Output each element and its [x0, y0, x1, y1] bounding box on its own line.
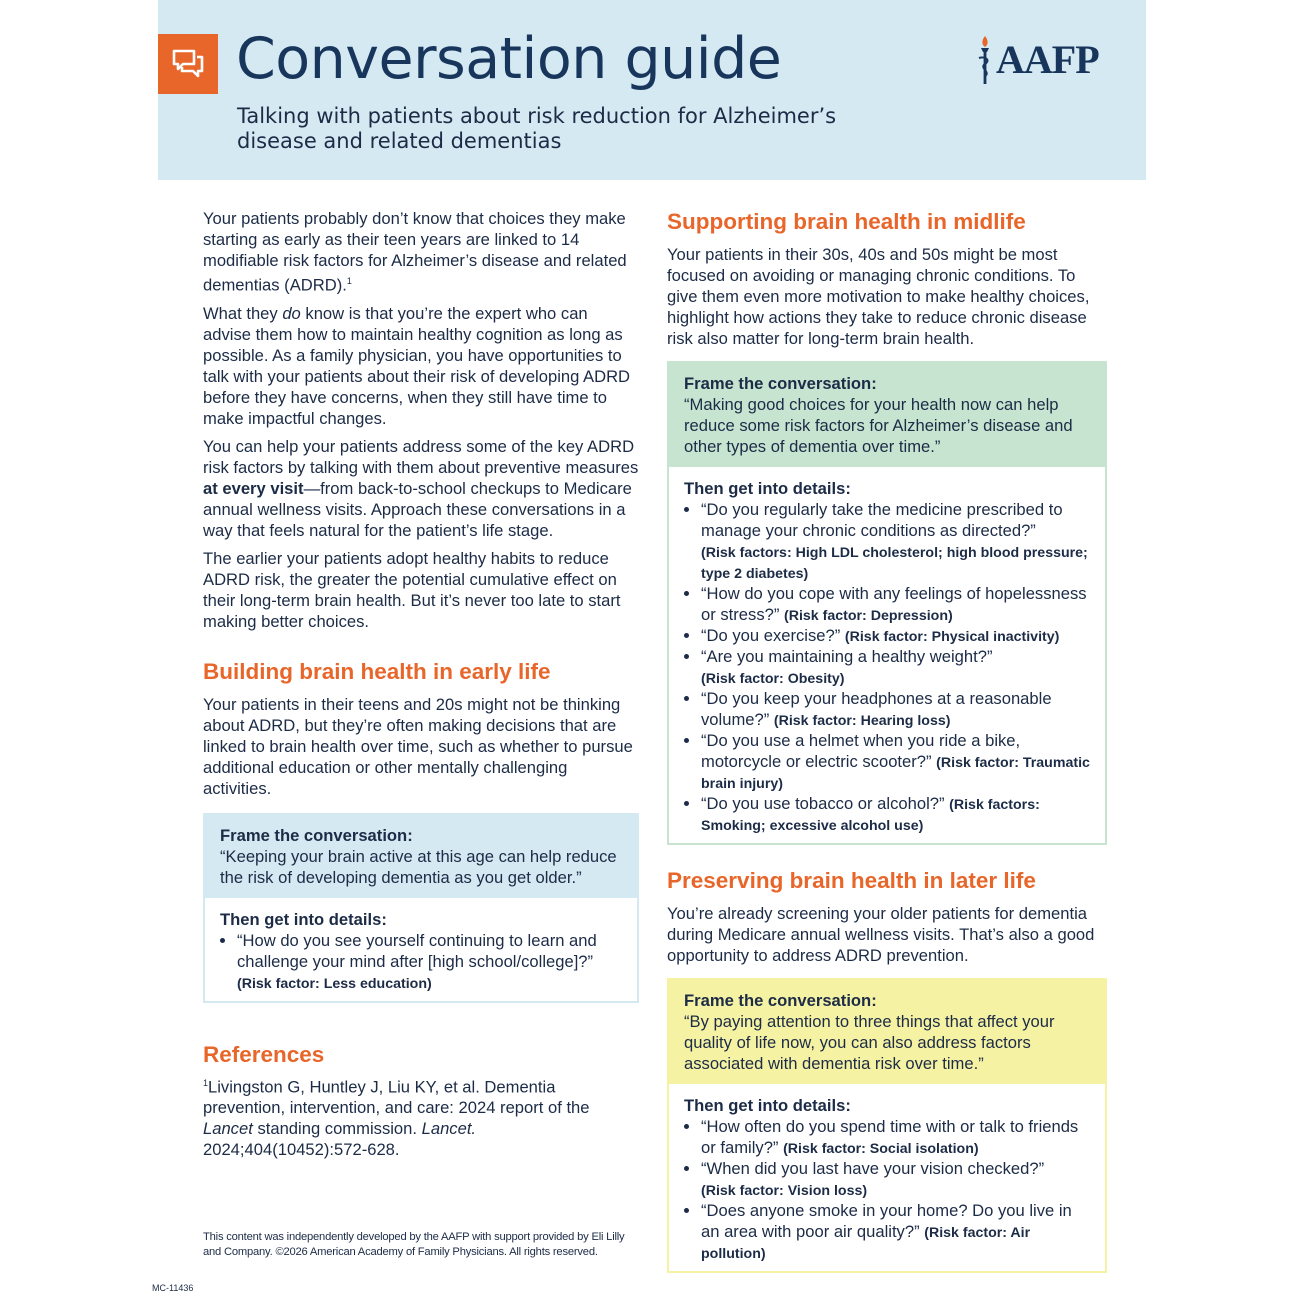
left-column [203, 208, 639, 1167]
risk-factor: (Risk factor: Less education) [237, 975, 432, 992]
frame-label: Frame the conversation: [684, 374, 877, 393]
risk-factor: (Risk factor: Obesity) [701, 671, 845, 687]
page-title: Conversation guide [236, 26, 782, 92]
list-item: • “Does anyone smoke in your home? Do you live in an area with poor air quality?” (Risk factor: Air pollution) [701, 1200, 1090, 1263]
midlife-text: Your patients in their 30s, 40s and 50s might be most focused on avoiding or managing chronic conditions. To give them even more motivation to make healthy choices, highlight how actions they take to reduce chronic disease risk also matter for long-term brain health. [667, 245, 1090, 348]
list-item: • “Do you regularly take the medicine prescribed to manage your chronic conditions as directed?” (Risk factors: High LDL cholesterol; high blood pressure; type 2 diabetes) [701, 499, 1090, 583]
details-list [220, 930, 622, 993]
details-label: Then get into details: [684, 479, 851, 498]
references-heading: References [203, 1041, 325, 1067]
frame-section [205, 815, 637, 898]
risk-factor: (Risk factor: Traumatic brain injury) [701, 755, 1090, 792]
list-item: • “How do you see yourself continuing to learn and challenge your mind after [high school/college]?” (Risk factor: Less education) [237, 930, 622, 993]
page-subtitle: Talking with patients about risk reduction for Alzheimer’s disease and related dementias [237, 104, 837, 153]
midlife-heading: Supporting brain health in midlife [667, 209, 1026, 234]
torch-icon [976, 34, 994, 88]
frame-label: Frame the conversation: [220, 825, 413, 845]
risk-factor: (Risk factors: High LDL cholesterol; high blood pressure; type 2 diabetes) [701, 545, 1088, 582]
later-life-conversation-box [667, 978, 1107, 1273]
details-section [669, 467, 1105, 843]
intro-paragraph-3: You can help your patients address some of the key ADRD risk factors by talking with them about preventive measures at every visit—from back-to-school checkups to Medicare annual wellness visits. Approach these conversations in a way that feels natural for the patient’s life stage. [203, 436, 639, 540]
details-section [205, 898, 637, 1001]
list-item: • “How often do you spend time with or talk to friends or family?” (Risk factor: Social isolation) [701, 1116, 1090, 1158]
risk-factor: (Risk factor: Physical inactivity) [844, 629, 1060, 645]
frame-quote: “Making good choices for your health now can help reduce some risk factors for Alzheimer’s disease and other types of dementia over time.” [684, 395, 1073, 456]
frame-label: Frame the conversation: [684, 991, 877, 1010]
frame-section [669, 363, 1105, 467]
list-item: • “Do you exercise?” (Risk factor: Physical inactivity) [701, 625, 1090, 646]
early-life-conversation-box [203, 813, 639, 1003]
risk-factor: (Risk factor: Hearing loss) [773, 713, 951, 729]
early-life-heading: Building brain health in early life [203, 658, 551, 684]
intro-paragraph-2: What they do know is that you’re the expert who can advise them how to maintain healthy cognition as long as possible. As a family physician, you have opportunities to talk with your patients about their risk of developing ADRD before they have concerns, when they still have time to make impactful changes. [203, 303, 631, 428]
details-list [684, 499, 1090, 835]
logo-text: AAFP [996, 37, 1099, 82]
later-life-text: You’re already screening your older patients for dementia during Medicare annual wellness visits. That’s also a good opportunity to address ADRD prevention. [667, 904, 1095, 965]
frame-section [669, 980, 1105, 1084]
midlife-conversation-box [667, 361, 1107, 845]
details-label: Then get into details: [220, 909, 387, 929]
risk-factor: (Risk factors: Smoking; excessive alcohol use) [701, 797, 1040, 834]
frame-quote: “By paying attention to three things that affect your quality of life now, you can also address factors associated with dementia risk over time.” [684, 1012, 1055, 1073]
details-section [669, 1084, 1105, 1271]
intro-paragraph-1: Your patients probably don’t know that choices they make starting as early as their teen years are linked to 14 modifiable risk factors for Alzheimer’s disease and related dementias (ADRD).$^1$ [203, 209, 627, 295]
list-item: • “When did you last have your vision checked?” (Risk factor: Vision loss) [701, 1158, 1090, 1200]
list-item: • “Do you keep your headphones at a reasonable volume?” (Risk factor: Hearing loss) [701, 688, 1090, 730]
list-item: • “Do you use tobacco or alcohol?” (Risk factors: Smoking; excessive alcohol use) [701, 793, 1090, 835]
right-column [667, 208, 1107, 1273]
list-item: • “Do you use a helmet when you ride a bike, motorcycle or electric scooter?” (Risk factor: Traumatic brain injury) [701, 730, 1090, 793]
header-banner [158, 0, 1146, 180]
frame-quote: “Keeping your brain active at this age can help reduce the risk of developing dementia as you get older.” [220, 846, 617, 887]
aafp-logo [976, 32, 1106, 86]
sponsor-footnote: This content was independently developed by the AAFP with support provided by Eli Lilly and Company. ©2026 American Academy of Family Physicians. All rights reserved. [203, 1231, 625, 1258]
details-label: Then get into details: [684, 1096, 851, 1115]
later-life-heading: Preserving brain health in later life [667, 868, 1036, 893]
list-item: • “How do you cope with any feelings of hopelessness or stress?” (Risk factor: Depression) [701, 583, 1090, 625]
details-list [684, 1116, 1090, 1263]
intro-paragraph-4: The earlier your patients adopt healthy habits to reduce ADRD risk, the greater the potential cumulative effect on their long-term brain health. But it’s never too late to start making better choices. [203, 548, 621, 631]
early-life-text: Your patients in their teens and 20s might not be thinking about ADRD, but they’re often making decisions that are linked to brain health over time, such as whether to pursue additional education or other mentally challenging activities. [203, 694, 633, 798]
risk-factor: (Risk factor: Depression) [784, 608, 953, 624]
reference-entry: $^1$Livingston G, Huntley J, Liu KY, et al. Dementia prevention, intervention, and care: 2024 report of the Lancet standing commission. Lancet. 2024;404(10452):572-628. [203, 1077, 590, 1160]
chat-bubbles-icon [158, 34, 218, 94]
document-code: MC-11436 [152, 1283, 194, 1293]
risk-factor: (Risk factor: Air pollution) [701, 1225, 1031, 1262]
risk-factor: (Risk factor: Vision loss) [701, 1183, 868, 1199]
list-item: • “Are you maintaining a healthy weight?” (Risk factor: Obesity) [701, 646, 1090, 688]
footnote-marker: 1 [346, 276, 352, 286]
risk-factor: (Risk factor: Social isolation) [783, 1141, 979, 1157]
